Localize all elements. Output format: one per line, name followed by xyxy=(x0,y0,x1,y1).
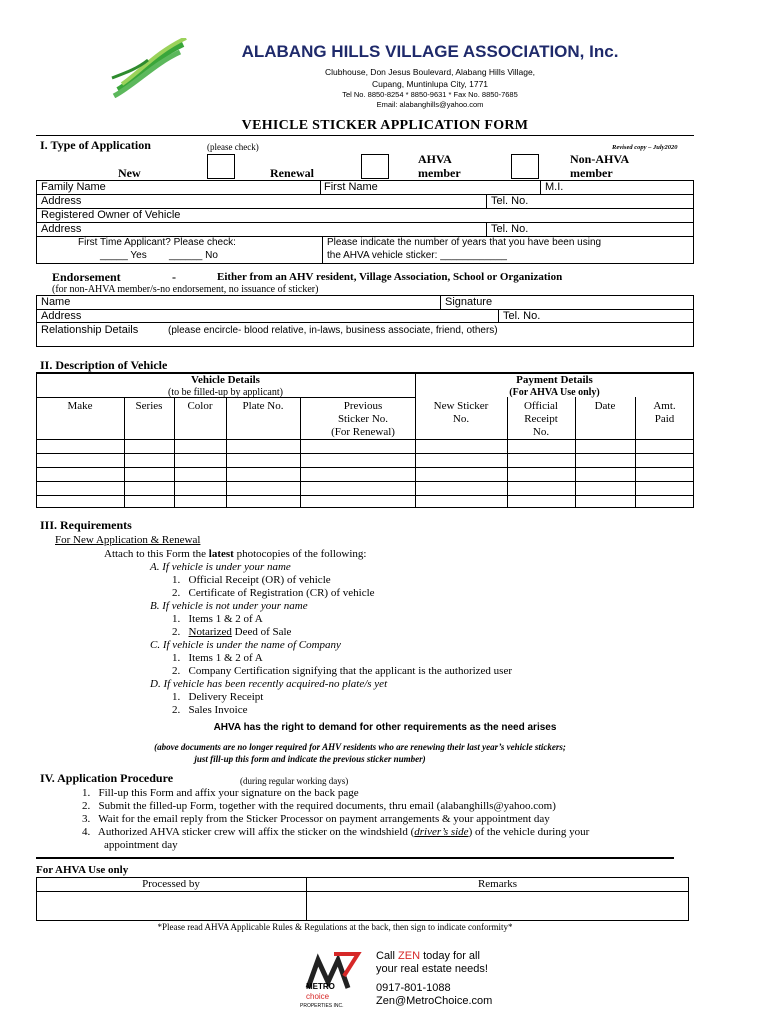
req-a: A. If vehicle is under your name xyxy=(150,561,291,573)
ad-line-2: your real estate needs! xyxy=(376,963,488,975)
relationship-note[interactable]: (please encircle- blood relative, in-laws, business associate, friend, others) xyxy=(168,325,498,336)
tel-field[interactable]: Tel. No. xyxy=(491,195,529,207)
processed-by-label: Processed by xyxy=(142,878,200,890)
form-title: VEHICLE STICKER APPLICATION FORM xyxy=(241,118,529,133)
endorsement-note: (for non-AHVA member/s-no endorsement, no issuance of sticker) xyxy=(52,284,319,295)
divider xyxy=(36,857,674,859)
col-plate: Plate No. xyxy=(242,400,284,412)
right-to-demand-note: AHVA has the right to demand for other requirements as the need arises xyxy=(213,722,557,733)
ad-line-1: Call ZEN today for all xyxy=(376,950,480,962)
revised-note: Revised copy – July2020 xyxy=(612,144,678,151)
endorser-address-field[interactable]: Address xyxy=(41,310,82,322)
col-make: Make xyxy=(67,400,93,412)
table-row[interactable] xyxy=(36,495,694,496)
req-a1: 1. Official Receipt (OR) of vehicle xyxy=(172,574,331,586)
col-series: Series xyxy=(135,400,163,412)
req-d1: 1. Delivery Receipt xyxy=(172,691,264,703)
ad-email[interactable]: Zen@MetroChoice.com xyxy=(376,995,493,1007)
table-row[interactable] xyxy=(36,467,694,468)
col-prev-2: Sticker No. xyxy=(337,413,389,425)
endorsement-text: Either from an AHV resident, Village Association, School or Organization xyxy=(217,271,563,283)
option-nonahva-label-2: member xyxy=(570,166,613,180)
proc-step-2: 2. Submit the filled-up Form, together with the required documents, thru email (alabanghills@yahoo.com) xyxy=(82,800,556,812)
address-line-1: Clubhouse, Don Jesus Boulevard, Alabang Hills Village, xyxy=(324,67,536,77)
endorsement-label: Endorsement xyxy=(52,270,121,284)
endorsement-dash: - xyxy=(172,270,176,284)
col-new-2: No. xyxy=(452,413,470,425)
first-time-yes-no[interactable]: _____ Yes ______ No xyxy=(100,250,218,261)
req-b: B. If vehicle is not under your name xyxy=(150,600,308,612)
section1-note: (please check) xyxy=(207,142,259,152)
option-new-checkbox[interactable] xyxy=(207,154,235,179)
req-a2: 2. Certificate of Registration (CR) of vehicle xyxy=(172,587,375,599)
section2-heading: II. Description of Vehicle xyxy=(40,358,168,372)
option-ahva-label-2: member xyxy=(418,166,461,180)
first-time-question: First Time Applicant? Please check: xyxy=(78,237,236,248)
years-question-2[interactable]: the AHVA vehicle sticker: ____________ xyxy=(327,250,507,261)
title-rule xyxy=(36,135,694,136)
address-field[interactable]: Address xyxy=(41,195,82,207)
proc-step-3: 3. Wait for the email reply from the Sticker Processor on payment arrangements & your appointment day xyxy=(82,813,550,825)
brand-metro: METRO xyxy=(306,982,335,991)
payment-details-title: Payment Details xyxy=(516,374,593,386)
vehicle-details-note: (to be filled-up by applicant) xyxy=(168,387,283,398)
remarks-label: Remarks xyxy=(477,878,518,890)
req-c1: 1. Items 1 & 2 of A xyxy=(172,652,263,664)
col-or-1: Official xyxy=(523,400,558,412)
endorsement-table xyxy=(36,295,694,347)
col-new-1: New Sticker xyxy=(433,400,489,412)
ahva-use-heading: For AHVA Use only xyxy=(36,864,129,876)
option-new-label: New xyxy=(118,166,141,180)
conformity-note: *Please read AHVA Applicable Rules & Regulations at the back, then sign to indicate conformity* xyxy=(157,922,513,932)
col-or-2: Receipt xyxy=(524,413,558,425)
phone-line: Tel No. 8850-8254 * 8850-9631 * Fax No. 8850-7685 xyxy=(342,90,518,99)
col-or-3: No. xyxy=(532,426,550,438)
req-c2: 2. Company Certification signifying that the applicant is the authorized user xyxy=(172,665,513,677)
renewal-note-1: (above documents are no longer required for AHV residents who are renewing their last year’s vehicle stickers; xyxy=(154,742,566,752)
mi-field[interactable]: M.I. xyxy=(545,181,564,193)
req-b1: 1. Items 1 & 2 of A xyxy=(172,613,263,625)
family-name-field[interactable]: Family Name xyxy=(41,181,106,193)
col-date: Date xyxy=(594,400,616,412)
col-amt-1: Amt. xyxy=(653,400,676,412)
renewal-note-2: just fill-up this form and indicate the previous sticker number) xyxy=(194,754,426,764)
relationship-label: Relationship Details xyxy=(41,324,139,336)
attach-line: Attach to this Form the latest photocopies of the following: xyxy=(104,548,367,560)
option-ahva-checkbox[interactable] xyxy=(511,154,539,179)
req-d2: 2. Sales Invoice xyxy=(172,704,248,716)
proc-step-4: 4. Authorized AHVA sticker crew will affix the sticker on the windshield (driver’s side) of the vehicle during your xyxy=(82,826,590,838)
email-line: Email: alabanghills@yahoo.com xyxy=(376,100,484,109)
req-d: D. If vehicle has been recently acquired-no plate/s yet xyxy=(150,678,388,690)
endorser-signature-field[interactable]: Signature xyxy=(445,296,493,308)
option-nonahva-label-1: Non-AHVA xyxy=(570,152,630,166)
org-name: ALABANG HILLS VILLAGE ASSOCIATION, Inc. xyxy=(241,42,619,61)
endorser-tel-field[interactable]: Tel. No. xyxy=(503,310,541,322)
address-line-2: Cupang, Muntinlupa City, 1771 xyxy=(371,79,489,89)
option-renewal-checkbox[interactable] xyxy=(361,154,389,179)
section3-sub: For New Application & Renewal xyxy=(55,534,201,546)
req-b2: 2. Notarized Deed of Sale xyxy=(172,626,292,638)
col-prev-3: (For Renewal) xyxy=(331,426,395,438)
section3-heading: III. Requirements xyxy=(40,518,132,532)
table-row[interactable] xyxy=(36,481,694,482)
vehicle-details-title: Vehicle Details xyxy=(191,374,260,386)
ad-phone: 0917-801-1088 xyxy=(376,982,451,994)
proc-step-1: 1. Fill-up this Form and affix your signature on the back page xyxy=(82,787,359,799)
brand-choice: choice xyxy=(306,992,330,1001)
registered-owner-field[interactable]: Registered Owner of Vehicle xyxy=(41,209,181,221)
table-row[interactable] xyxy=(36,453,694,454)
option-renewal-label: Renewal xyxy=(270,166,314,180)
section1-heading: I. Type of Application xyxy=(40,138,151,152)
brand-properties: PROPERTIES INC. xyxy=(300,1003,344,1009)
col-color: Color xyxy=(187,400,213,412)
section4-note: (during regular working days) xyxy=(240,776,349,786)
option-ahva-label-1: AHVA xyxy=(418,152,452,166)
endorser-name-field[interactable]: Name xyxy=(41,296,71,308)
owner-address-field[interactable]: Address xyxy=(41,223,82,235)
payment-details-note: (For AHVA Use only) xyxy=(509,387,600,398)
col-amt-2: Paid xyxy=(654,413,675,425)
section4-heading: IV. Application Procedure xyxy=(40,771,174,785)
col-prev-1: Previous xyxy=(343,400,383,412)
years-question-1: Please indicate the number of years that you have been using xyxy=(327,237,602,248)
owner-tel-field[interactable]: Tel. No. xyxy=(491,223,529,235)
first-name-field[interactable]: First Name xyxy=(324,181,378,193)
req-c: C. If vehicle is under the name of Company xyxy=(150,639,341,651)
table-row[interactable] xyxy=(36,439,694,440)
proc-step-4-cont: appointment day xyxy=(104,839,178,851)
